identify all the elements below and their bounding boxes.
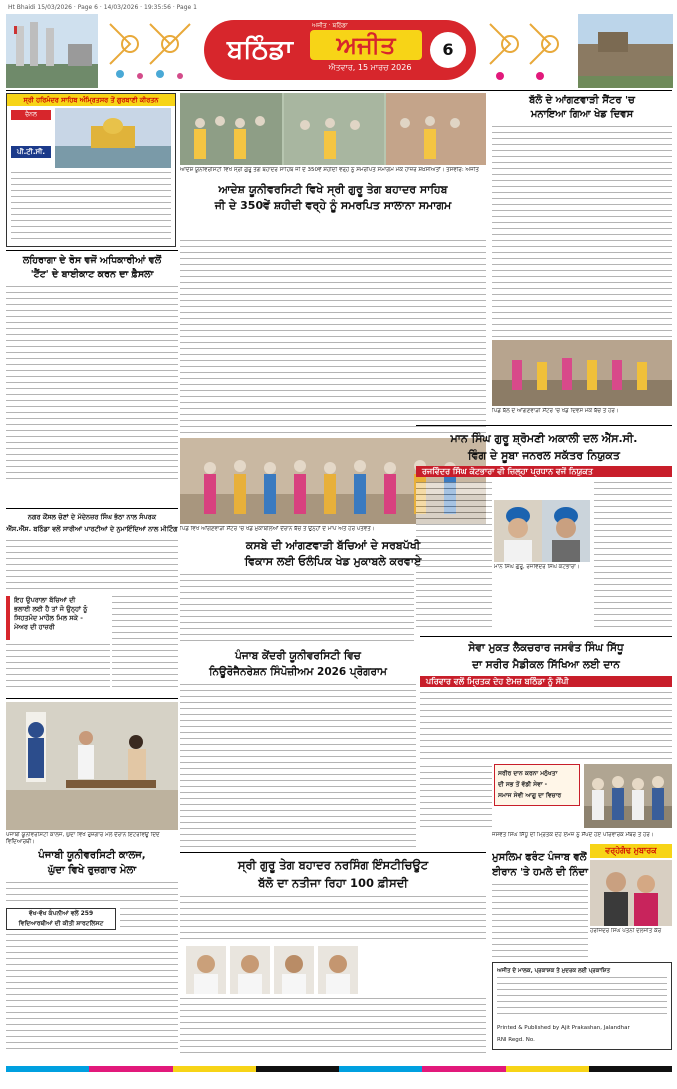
nursing-story-text-2 [180, 998, 486, 1054]
donation-story-text-2 [420, 766, 492, 828]
donation-quote-line3: ਸਮਾਜ ਸੇਵੀ ਆਗੂ ਦਾ ਵਿਚਾਰ [498, 792, 562, 799]
college-box-line1: ਵੱਖ-ਵੱਖ ਕੰਪਨੀਆਂ ਵਲੋਂ 259 [28, 910, 94, 917]
midleft-quote [6, 596, 110, 640]
donation-quote-line2: ਦੀ ਸਭ ਤੋਂ ਵੱਡੀ ਸੇਵਾ - [498, 781, 548, 788]
college-headline-line1: ਪੰਜਾਬੀ ਯੂਨੀਵਰਸਿਟੀ ਕਾਲਜ, [38, 850, 146, 861]
anganwadi-story-text [180, 574, 414, 644]
midleft-headline-line2: ਐੱਸ.ਐੱਸ. ਬਠਿੰਡਾ ਵਲੋਂ ਸਾਰੀਆਂ ਪਾਰਟੀਆਂ ਦੇ ਨੁਮਾਇੰਦਿਆਂ ਨਾਲ ਮੀਟਿੰਗ [6, 525, 178, 533]
fort-photo [578, 14, 673, 88]
masthead-pattern-right [480, 14, 576, 88]
midleft-quote-line2: ਭਲਾਈ ਲਈ ਹੈ ਤਾਂ ਜੋ ਉਨ੍ਹਾਂ ਨੂੰ [14, 605, 88, 613]
left-headline-line1: ਲਹਿਰਾਗਾ ਦੇ ਰੋਸ ਵਜੋਂ ਅਧਿਕਾਰੀਆਂ ਵਲੋਂ [22, 255, 162, 266]
college-box-line2: ਵਿਦਿਆਰਥੀਆਂ ਦੀ ਕੀਤੀ ਸ਼ਾਰਟਲਿਸਟ [18, 920, 104, 927]
college-box [6, 908, 116, 930]
symposium-headline-line1: ਪੰਜਾਬ ਕੇਂਦਰੀ ਯੂਨੀਵਰਸਿਟੀ ਵਿਚ [235, 650, 361, 662]
city-name: ਬਠਿੰਡਾ [226, 35, 293, 65]
issue-date: ਐਤਵਾਰ, 15 ਮਾਰਚ 2026 [328, 63, 412, 72]
donation-banner: ਪਰਿਵਾਰ ਵਲੋਂ ਮ੍ਰਿਤਕ ਦੇਹ ਏਮਜ਼ ਬਠਿੰਡਾ ਨੂੰ ਸੌਂਪੀ [420, 676, 672, 687]
nursing-headline-line2: ਬੱਲੋ ਦਾ ਨਤੀਜਾ ਰਿਹਾ 100 ਫ਼ੀਸਦੀ [258, 876, 408, 890]
page-number: 6 [430, 32, 466, 68]
college-headline-line2: ਘੁੱਦਾ ਵਿਖੇ ਰੁਜ਼ਗਾਰ ਮੇਲਾ [47, 865, 137, 876]
anganwadi-headline-line2: ਵਿਕਾਸ ਲਈ ਓਲੰਪਿਕ ਖੇਡ ਮੁਕਾਬਲੇ ਕਰਵਾਏ [244, 555, 422, 568]
donation-headline-line2: ਦਾ ਸਰੀਰ ਮੈਡੀਕਲ ਸਿੱਖਿਆ ਲਈ ਦਾਨ [472, 659, 620, 671]
university-event-photo [180, 93, 486, 165]
muslim-headline-line1: ਮੁਸਲਿਮ ਫਰੰਟ ਪੰਜਾਬ ਵਲੋਂ [492, 852, 587, 863]
masthead-pattern-left [100, 14, 200, 88]
kirtan-box [6, 93, 176, 247]
donation-story-text [420, 692, 672, 762]
power-plant-photo [6, 14, 98, 88]
ballo-headline-line2: ਮਨਾਇਆ ਗਿਆ ਖੇਡ ਦਿਵਸ [530, 109, 634, 120]
nursing-students-photos [186, 946, 360, 994]
symposium-story-text [180, 684, 416, 848]
midleft-quote-line4: ਮੇਅਰ ਦੀ ਹਾਜ਼ਰੀ [14, 623, 55, 631]
wedding-title: ਵਰ੍ਹੇਗੰਢ ਮੁਬਾਰਕ [590, 844, 672, 858]
wedding-caption: ਹਰਜਿੰਦਰ ਸਿੰਘ ਪਤਨੀ ਦਲਜੀਤ ਕੌਰ [590, 928, 662, 934]
print-info-line: Ht Bhaidi 15/03/2026 · Page 6 · 14/03/2026 · 19:35:56 · Page 1 [8, 4, 197, 11]
kirtan-text [11, 172, 171, 244]
imprint-reg: RNI Regd. No. [497, 1037, 535, 1043]
color-registration-bar [6, 1066, 672, 1072]
midleft-quote-line3: ਸਿਹਤਮੰਦ ਮਾਹੌਲ ਮਿਲ ਸਕੇ - [14, 614, 83, 622]
midleft-headline-line1: ਨਗਰ ਕੌਂਸਲ ਚੋਣਾਂ ਦੇ ਮੱਦੇਨਜ਼ਰ ਸਿੰਘ ਭੱਠਾ ਨਾਲ ਸੰਪਰਕ [27, 513, 157, 521]
donation-headline-line1: ਸੇਵਾ ਮੁਕਤ ਲੈਕਚਰਾਰ ਜਸਵੰਤ ਸਿੰਘ ਸਿੱਧੂ [468, 642, 624, 654]
imprint-box [492, 962, 672, 1050]
nursing-story-text [180, 896, 486, 940]
symposium-headline-line2: ਨਿਊਰੋਜੈਨਰੇਸ਼ਨ ਸਿੰਪੋਜ਼ੀਅਮ 2026 ਪ੍ਰੋਗਰਾਮ [209, 666, 387, 678]
masthead [0, 14, 677, 88]
akali-headline-line1: ਮਾਨ ਸਿੰਘ ਗੁਰੂ ਸ਼੍ਰੋਮਣੀ ਅਕਾਲੀ ਦਲ ਐੱਸ.ਸੀ. [450, 432, 638, 445]
college-fair-photo [6, 702, 178, 830]
akali-portraits-photo [494, 500, 590, 562]
imprint-text [497, 977, 667, 1019]
midleft-story-text [6, 540, 178, 592]
brand-name: ਅਜੀਤ [336, 31, 396, 59]
akali-photo-caption: ਮਾਨ ਸਿੰਘ ਗੁਰੂ, ਰਜਵਿੰਦਰ ਸਿੰਘ ਕੋਟਭਾਰਾ। [494, 564, 580, 570]
anganwadi-headline-line1: ਕਸਬੇ ਦੀ ਆਂਗਣਵਾੜੀ ਬੱਚਿਆਂ ਦੇ ਸਰਬਪੱਖੀ [245, 539, 421, 552]
ballo-sports-photo [492, 340, 672, 406]
midleft-quote-line1: ਇਹ ਉਪਰਾਲਾ ਬੱਚਿਆਂ ਦੀ [14, 596, 76, 604]
college-story-text-3 [6, 934, 178, 1054]
anganwadi-photo-caption: ਪਿੰਡ ਵਿਖੇ ਆਂਗਣਵਾੜੀ ਸੈਂਟਰ 'ਚ ਖੇਡ ਮੁਕਾਬਲਿਆਂ ਦੌਰਾਨ ਬੱਚੇ ਤੇ ਉਨ੍ਹਾਂ ਦੇ ਮਾਪੇ ਅਤੇ ਹੋਰ ਪਤਵੰਤੇ। [180, 526, 375, 532]
donation-quote-line1: ਸਰੀਰ ਦਾਨ ਕਰਨਾ ਮਨੁੱਖਤਾ [498, 770, 558, 777]
college-story-text-2 [120, 908, 178, 930]
nursing-headline-line1: ਸ੍ਰੀ ਗੁਰੂ ਤੇਗ ਬਹਾਦਰ ਨਰਸਿੰਗ ਇੰਸਟੀਚਿਊਟ [237, 858, 429, 872]
main-photo-caption: ਆਦੇਸ਼ ਯੂਨੀਵਰਸਿਟੀ ਵਿਖੇ ਸ੍ਰੀ ਗੁਰੂ ਤੇਗ ਬਹਾਦਰ ਸਾਹਿਬ ਜੀ ਦੇ 350ਵੇਂ ਸ਼ਹੀਦੀ ਵਰ੍ਹੇ ਨੂੰ ਸਮਰਪਿਤ ਸਮਾਗਮ ਮੌਕੇ ਹਾਜ਼ਰ ਸ਼ਖ਼ਸੀਅਤਾਂ। ਤਸਵੀਰ: ਅਜੀਤ [180, 167, 479, 173]
main-headline-line1: ਆਦੇਸ਼ ਯੂਨੀਵਰਸਿਟੀ ਵਿਖੇ ਸ੍ਰੀ ਗੁਰੂ ਤੇਗ ਬਹਾਦਰ ਸਾਹਿਬ [218, 183, 448, 196]
muslim-headline-line2: ਈਰਾਨ 'ਤੇ ਹਮਲੇ ਦੀ ਨਿੰਦਾ [492, 867, 589, 878]
imprint-line1: ਅਜੀਤ ਦੇ ਮਾਲਕ, ਪ੍ਰਕਾਸ਼ਕ ਤੇ ਮੁਦਰਕ ਲਈ ਪ੍ਰਕਾਸ਼ਿਤ [497, 968, 610, 974]
ballo-headline-line1: ਬੱਲੋ ਦੇ ਆਂਗਣਵਾੜੀ ਸੈਂਟਰ 'ਚ [529, 95, 635, 106]
akali-story-text-right [594, 482, 672, 630]
donation-photo-caption: ਜਸਵੰਤ ਸਿੰਘ ਸਿੱਧੂ ਦੀ ਮ੍ਰਿਤਕ ਦੇਹ ਏਮਜ਼ ਨੂੰ ਸੌਂਪਦੇ ਹੋਏ ਪਰਿਵਾਰਕ ਮੈਂਬਰ ਤੇ ਹੋਰ। [492, 832, 654, 838]
college-photo-caption: ਪੰਜਾਬੀ ਯੂਨੀਵਰਸਿਟੀ ਕਾਲਜ, ਘੁੱਦਾ ਵਿਖੇ ਰੁਜ਼ਗਾਰ ਮੇਲੇ ਦੌਰਾਨ ਇੰਟਰਵਿਊ ਦਿੰਦੇ ਵਿਦਿਆਰਥੀ। [6, 832, 160, 845]
brand-box [310, 30, 422, 60]
ballo-photo-caption: ਪਿੰਡ ਬੱਲੋ ਦੇ ਆਂਗਣਵਾੜੀ ਸੈਂਟਰ 'ਚ ਖੇਡ ਦਿਵਸ ਮੌਕੇ ਬੱਚੇ ਤੇ ਹੋਰ। [492, 408, 619, 414]
ballo-story-text [492, 126, 672, 338]
golden-temple-photo [55, 108, 171, 168]
akali-banner: ਰਜਵਿੰਦਰ ਸਿੰਘ ਕੋਟਭਾਰਾ ਵੀ ਜ਼ਿਲ੍ਹਾ ਪ੍ਰਧਾਨ ਵਜੋਂ ਨਿਯੁਕਤ [416, 466, 672, 477]
main-story-text [180, 240, 486, 436]
midleft-story-text-3 [6, 644, 110, 692]
donation-photo [584, 764, 672, 828]
main-headline-line2: ਜੀ ਦੇ 350ਵੇਂ ਸ਼ਹੀਦੀ ਵਰ੍ਹੇ ਨੂੰ ਸਮਰਪਿਤ ਸਾਲਾਨਾ ਸਮਾਗਮ [214, 199, 452, 212]
muslim-story-text [492, 884, 588, 960]
college-story-text [6, 882, 178, 906]
kirtan-title: ਸ੍ਰੀ ਹਰਿਮੰਦਰ ਸਾਹਿਬ ਅੰਮ੍ਰਿਤਸਰ ਤੋਂ ਗੁਰਬਾਣੀ ਕੀਰਤਨ [7, 94, 175, 106]
left-story-text [6, 286, 178, 482]
kirtan-tag-channel: ਚੈਨਲ [11, 110, 51, 120]
edition-label: ਅਜੀਤ · ਬਠਿੰਡਾ [312, 22, 348, 29]
masthead-title-block [204, 20, 476, 80]
left-headline-line2: 'ਟੈਂਟ' ਦੇ ਬਾਈਕਾਟ ਕਰਨ ਦਾ ਫ਼ੈਸਲਾ [30, 269, 154, 280]
donation-quote [494, 764, 580, 806]
imprint-line2: Printed & Published by Ajit Prakashan, Jalandhar [497, 1025, 630, 1031]
midleft-story-text-2 [112, 596, 178, 692]
akali-headline-line2: ਵਿੰਗ ਦੇ ਸੂਬਾ ਜਨਰਲ ਸਕੱਤਰ ਨਿਯੁਕਤ [468, 449, 620, 462]
wedding-photo [590, 860, 672, 926]
kirtan-tag-ptc: ਪੀ.ਟੀ.ਸੀ. [11, 146, 51, 158]
